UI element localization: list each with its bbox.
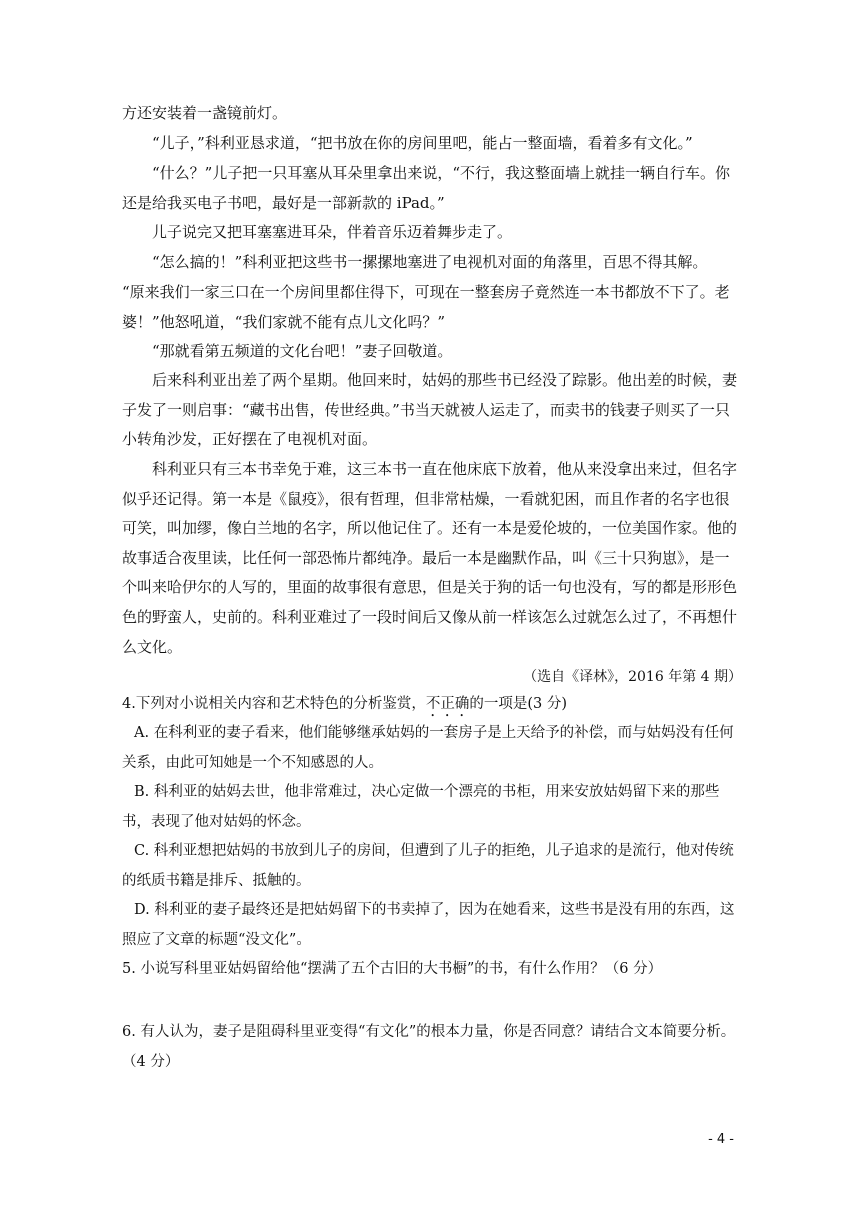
question-6: 6. 有人认为，妻子是阻碍科里亚变得“有文化”的根本力量，你是否同意？请结合文本简要分析。（4 分） bbox=[122, 1024, 736, 1070]
story-paragraph: 方还安装着一盏镜前灯。 bbox=[122, 104, 288, 122]
story-paragraph: “怎么搞的！”科利亚把这些书一摞摞地塞进了电视机对面的角落里，百思不得其解。 bbox=[152, 253, 708, 271]
option-c: C. 科利亚想把姑妈的书放到儿子的房间，但遭到了儿子的拒绝，儿子追求的是流行，他对传统的纸质书籍是排斥、抵触的。 bbox=[122, 843, 734, 889]
question-4-stem-tail: 的一项是(3 分) bbox=[469, 696, 567, 712]
option-a: A. 在科利亚的妻子看来，他们能够继承姑妈的一套房子是上天给予的补偿，而与姑妈没有任何关系，由此可知她是一个不知感恩的人。 bbox=[122, 725, 734, 771]
source-citation: （选自《译林》，2016 年第 4 期） bbox=[523, 669, 742, 685]
story-paragraph: “原来我们一家三口在一个房间里都住得下，可现在一整套房子竟然连一本书都放不下了。老婆！”他怒吼道，“我们家就不能有点儿文化吗？” bbox=[122, 283, 730, 331]
page-number: - 4 - bbox=[708, 1132, 734, 1147]
question-4-stem-text: 4.下列对小说相关内容和艺术特色的分析鉴赏， bbox=[122, 696, 426, 712]
option-b: B. 科利亚的姑妈去世，他非常难过，决心定做一个漂亮的书柜，用来安放姑妈留下来的那些书，表现了他对姑妈的怀念。 bbox=[122, 784, 720, 830]
story-paragraph: 科利亚只有三本书幸免于难，这三本书一直在他床底下放着，他从来没拿出来过，但名字似乎还记得。第一本是《鼠疫》，很有哲理，但非常枯燥，一看就犯困，而且作者的名字也很可笑，叫加缪，像白兰地的名字，所以他记住了。还有一本是爱伦坡的，一位美国作家。他的故事适合夜里读，比任何一部恐怖片都纯净。最后一本是幽默作品，叫《三十只狗崽》，是一个叫来哈伊尔的人写的，里面的故事很有意思，但是关于狗的话一句也没有，写的都是形形色色的野蛮人，史前的。科利亚难过了一段时间后又像从前一样该怎么过就怎么过了，不再想什么文化。 bbox=[122, 460, 738, 656]
question-4-stem bbox=[122, 690, 742, 720]
story-paragraph: 后来科利亚出差了两个星期。他回来时，姑妈的那些书已经没了踪影。他出差的时候，妻子发了一则启事：“藏书出售，传世经典。”书当天就被人运走了，而卖书的钱妻子则买了一只小转角沙发，正好摆在了电视机对面。 bbox=[122, 371, 738, 449]
story-paragraph: 儿子说完又把耳塞塞进耳朵，伴着音乐迈着舞步走了。 bbox=[152, 223, 513, 241]
option-d: D. 科利亚的妻子最终还是把姑妈留下的书卖掉了，因为在她看来，这些书是没有用的东西，这照应了文章的标题“没文化”。 bbox=[122, 902, 735, 948]
question-5: 5. 小说写科里亚姑妈留给他“摆满了五个古旧的大书橱”的书，有什么作用？（6 分） bbox=[122, 961, 663, 977]
emphasis-not-correct: 不正确 bbox=[425, 696, 470, 712]
story-paragraph: “那就看第五频道的文化台吧！”妻子回敬道。 bbox=[152, 342, 453, 360]
story-paragraph: “什么？”儿子把一只耳塞从耳朵里拿出来说，“不行，我这整面墙上就挂一辆自行车。你还是给我买电子书吧，最好是一部新款的 iPad。” bbox=[122, 164, 731, 212]
story-paragraph: “儿子，”科利亚恳求道，“把书放在你的房间里吧，能占一整面墙，看着多有文化。” bbox=[152, 134, 693, 152]
